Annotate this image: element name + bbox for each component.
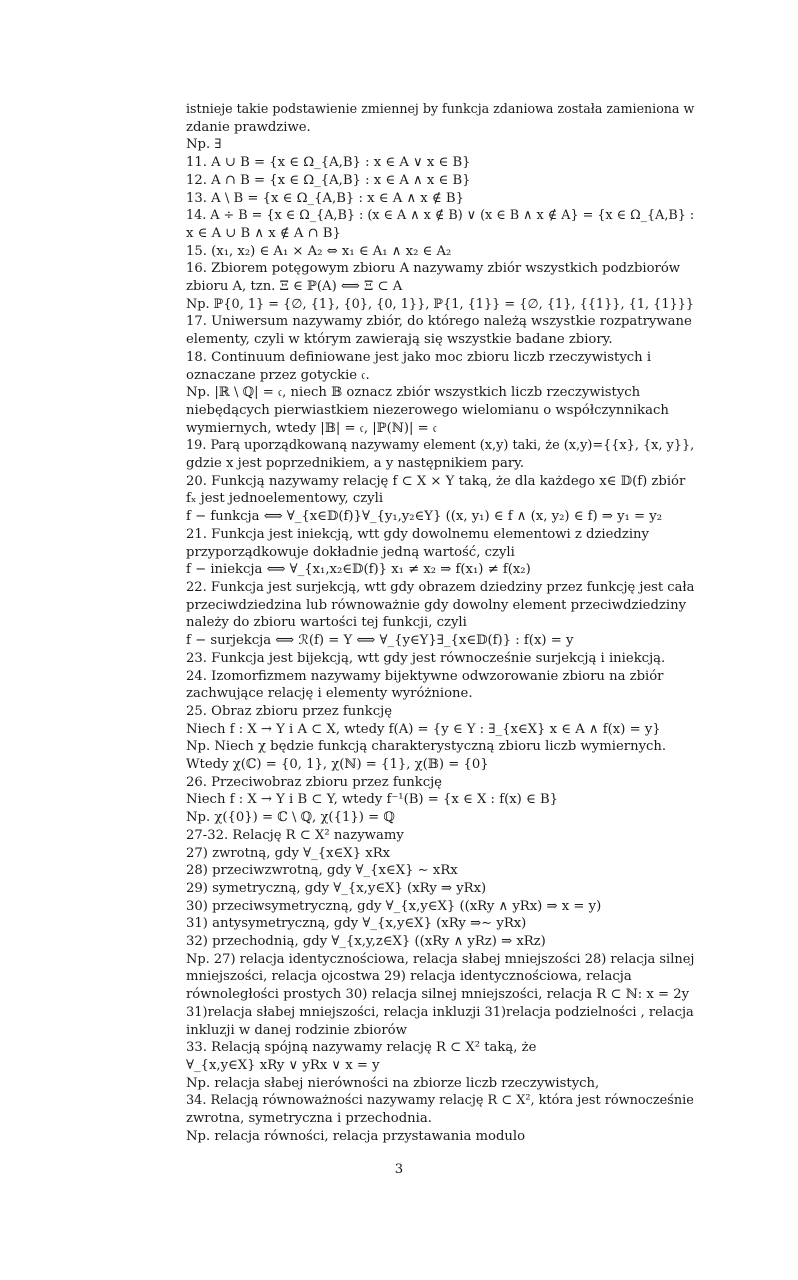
text-line: 32) przechodnią, gdy ∀_{x,y,z∈X} ((xRy ∧ yRz) ⇒ xRz)	[186, 934, 546, 950]
text-line: 23. Funkcja jest bijekcją, wtt gdy jest równocześnie surjekcją i iniekcją.	[186, 650, 666, 666]
text-line: 27) zwrotną, gdy ∀_{x∈X} xRx	[186, 845, 391, 861]
text-line: Np. relacja równości, relacja przystawania modulo	[186, 1128, 526, 1144]
text-line: 31)relacja słabej mniejszości, relacja inkluzji 31)relacja podzielności , relacja	[186, 1004, 694, 1020]
text-line: 22. Funkcja jest surjekcją, wtt gdy obrazem dziedziny przez funkcję jest cała	[186, 579, 695, 595]
text-line: wymiernych, wtedy |𝔹| = 𝔠, |ℙ(ℕ)| = 𝔠	[186, 420, 437, 436]
text-line: fₓ jest jednoelementowy, czyli	[186, 491, 384, 507]
text-line: Np. 27) relacja identycznościowa, relacja słabej mniejszości 28) relacja silnej	[186, 951, 695, 967]
text-line: Wtedy χ(ℂ) = {0, 1}, χ(ℕ) = {1}, χ(𝔹) = {0}	[186, 757, 489, 773]
text-line: f − iniekcja ⟺ ∀_{x₁,x₂∈𝔻(f)} x₁ ≠ x₂ ⇒ f(x₁) ≠ f(x₂)	[186, 562, 531, 578]
text-line: 20. Funkcją nazywamy relację f ⊂ X × Y taką, że dla każdego x∈ 𝔻(f) zbiór	[186, 473, 686, 489]
text-line: Np. ∃	[186, 137, 222, 153]
text-line: 21. Funkcja jest iniekcją, wtt gdy dowolnemu elementowi z dziedziny	[186, 526, 650, 542]
text-line: 11. A ∪ B = {x ∈ Ω_{A,B} : x ∈ A ∨ x ∈ B}	[186, 155, 471, 171]
text-line: Niech f : X → Y i A ⊂ X, wtedy f(A) = {y ∈ Y : ∃_{x∈X} x ∈ A ∧ f(x) = y}	[186, 721, 661, 737]
text-line: inkluzji w danej rodzinie zbiorów	[186, 1022, 407, 1038]
text-line: 34. Relacją równoważności nazywamy relację R ⊂ X², która jest równocześnie	[186, 1093, 694, 1109]
text-line: 19. Parą uporządkowaną nazywamy element (x,y) taki, że (x,y)={{x}, {x, y}},	[186, 438, 695, 454]
text-line: Np. χ({0}) = ℂ \ ℚ, χ({1}) = ℚ	[186, 810, 395, 826]
text-line: równoległości prostych 30) relacja silnej mniejszości, relacja R ⊂ ℕ: x = 2y	[186, 987, 690, 1003]
text-line: mniejszości, relacja ojcostwa 29) relacja identycznościowa, relacja	[186, 969, 632, 985]
text-line: zdanie prawdziwe.	[186, 119, 311, 135]
text-line: f − surjekcja ⟺ ℛ(f) = Y ⟺ ∀_{y∈Y}∃_{x∈𝔻(f)} : f(x) = y	[186, 633, 574, 649]
text-line: zwrotna, symetryczna i przechodnia.	[186, 1111, 432, 1127]
text-line: ∀_{x,y∈X} xRy ∨ yRx ∨ x = y	[186, 1057, 380, 1073]
text-line: 27-32. Relację R ⊂ X² nazywamy	[186, 827, 404, 843]
text-line: 31) antysymetryczną, gdy ∀_{x,y∈X} (xRy ⇒∼ yRx)	[186, 916, 527, 932]
text-line: przeciwdziedzina lub równoważnie gdy dowolny element przeciwdziedziny	[186, 597, 687, 613]
text-line: przyporządkowuje dokładnie jedną wartość, czyli	[186, 544, 515, 560]
text-line: elementy, czyli w którym zawierają się wszystkie badane zbiory.	[186, 332, 613, 348]
text-line: 13. A \ B = {x ∈ Ω_{A,B} : x ∈ A ∧ x ∉ B}	[186, 190, 464, 206]
text-line: Np. Niech χ będzie funkcją charakterystyczną zbioru liczb wymiernych.	[186, 739, 667, 755]
text-line: 12. A ∩ B = {x ∈ Ω_{A,B} : x ∈ A ∧ x ∈ B}	[186, 172, 471, 188]
text-line: zbioru A, tzn. Ξ ∈ ℙ(A) ⟺ Ξ ⊂ A	[186, 279, 403, 295]
text-line: 16. Zbiorem potęgowym zbioru A nazywamy zbiór wszystkich podzbiorów	[186, 261, 681, 277]
text-line: Np. relacja słabej nierówności na zbiorze liczb rzeczywistych,	[186, 1075, 600, 1091]
text-line: 33. Relacją spójną nazywamy relację R ⊂ X² taką, że	[186, 1040, 537, 1056]
text-line: Niech f : X → Y i B ⊂ Y, wtedy f⁻¹(B) = {x ∈ X : f(x) ∈ B}	[186, 792, 559, 808]
text-line: niebędących pierwiastkiem niezerowego wielomianu o współczynnikach	[186, 402, 669, 418]
text-line: Np. ℙ{0, 1} = {∅, {1}, {0}, {0, 1}}, ℙ{1, {1}} = {∅, {1}, {{1}}, {1, {1}}}	[186, 296, 695, 312]
page-number: 3	[394, 1162, 404, 1177]
text-line: 26. Przeciwobraz zbioru przez funkcję	[186, 774, 442, 790]
text-line: 17. Uniwersum nazywamy zbiór, do którego należą wszystkie rozpatrywane	[186, 314, 692, 330]
text-line: Np. |ℝ \ ℚ| = 𝔠, niech 𝔹 oznacz zbiór wszystkich liczb rzeczywistych	[186, 385, 641, 401]
text-line: 29) symetryczną, gdy ∀_{x,y∈X} (xRy ⇒ yRx)	[186, 880, 487, 896]
text-line: istnieje takie podstawienie zmiennej by funkcja zdaniowa została zamieniona w	[186, 102, 695, 117]
text-line: 24. Izomorfizmem nazywamy bijektywne odwzorowanie zbioru na zbiór	[186, 668, 664, 684]
document-text	[186, 101, 694, 1145]
text-line: należy do zbioru wartości tej funkcji, czyli	[186, 615, 467, 631]
text-line: gdzie x jest poprzednikiem, a y następnikiem pary.	[186, 456, 525, 472]
text-line: 18. Continuum definiowane jest jako moc zbioru liczb rzeczywistych i	[186, 349, 652, 365]
text-line: f − funkcja ⟺ ∀_{x∈𝔻(f)}∀_{y₁,y₂∈Y} ((x, y₁) ∈ f ∧ (x, y₂) ∈ f) ⇒ y₁ = y₂	[186, 509, 663, 525]
text-line: x ∈ A ∪ B ∧ x ∉ A ∩ B}	[186, 225, 341, 241]
text-line: 14. A ÷ B = {x ∈ Ω_{A,B} : (x ∈ A ∧ x ∉ B) ∨ (x ∈ B ∧ x ∉ A} = {x ∈ Ω_{A,B} :	[186, 208, 695, 224]
text-line: 30) przeciwsymetryczną, gdy ∀_{x,y∈X} ((xRy ∧ yRx) ⇒ x = y)	[186, 898, 602, 914]
text-line: 15. (x₁, x₂) ∈ A₁ × A₂ ⇔ x₁ ∈ A₁ ∧ x₂ ∈ A₂	[186, 243, 452, 259]
text-line: 25. Obraz zbioru przez funkcję	[186, 703, 393, 719]
text-line: oznaczane przez gotyckie 𝔠.	[186, 367, 370, 383]
document-body	[186, 101, 694, 1145]
text-line: 28) przeciwzwrotną, gdy ∀_{x∈X} ∼ xRx	[186, 863, 458, 879]
text-line: zachwujące relację i elementy wyróżnione.	[186, 686, 473, 702]
